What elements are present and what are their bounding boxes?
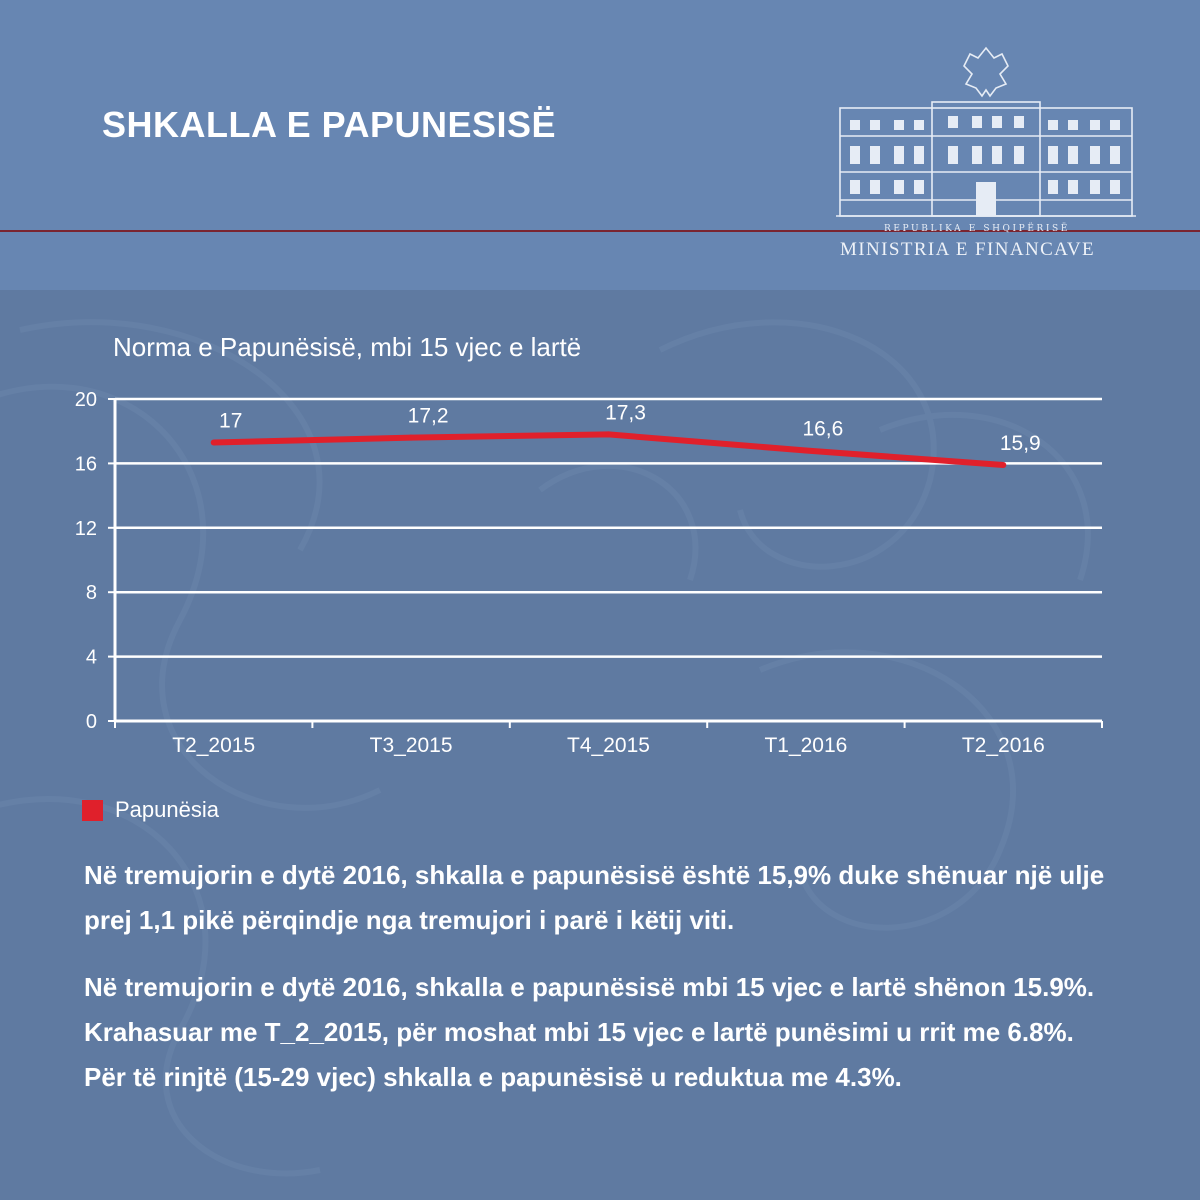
y-tick-label: 16	[74, 453, 97, 476]
data-point	[803, 448, 809, 454]
x-tick-label: T2_2016	[961, 734, 1045, 757]
data-label: 16,6	[802, 417, 844, 441]
logo-name: MINISTRIA E FINANCAVE	[840, 239, 1095, 260]
chart-title: Norma e Papunësisë, mbi 15 vjec e lartë	[113, 332, 582, 362]
data-point	[606, 431, 612, 437]
y-tick-label: 4	[85, 646, 97, 669]
legend-label: Papunësia	[115, 797, 219, 822]
y-tick-label: 12	[74, 517, 97, 540]
data-point	[1000, 462, 1006, 468]
y-tick-label: 0	[85, 711, 97, 733]
summary-paragraph-1: Në tremujorin e dytë 2016, shkalla e papunësisë është 15,9% duke shënuar një ulje prej 1,1 pikë përqindje nga tremujori i parë i këtij viti.	[84, 860, 1105, 935]
legend-swatch	[82, 800, 103, 821]
chart-legend	[82, 796, 219, 824]
x-tick-label: T3_2015	[369, 734, 453, 757]
data-label: 17	[219, 409, 243, 433]
x-tick-label: T4_2015	[567, 734, 650, 757]
data-label: 17,3	[605, 401, 646, 425]
logo-subtitle: REPUBLIKA E SHQIPËRISË	[884, 224, 1070, 234]
summary-paragraph-2: Në tremujorin e dytë 2016, shkalla e papunësisë mbi 15 vjec e lartë shënon 15.9%. Krahasuar me T_2_2015, për moshat mbi 15 vjec e lartë punësimi u rrit me 6.8%. Për të rinjtë (15-29 vjec) shkalla e papunësisë u reduktua me 4.3%.	[84, 972, 1095, 1092]
y-tick-label: 8	[85, 582, 97, 605]
data-point	[408, 435, 414, 441]
data-point	[211, 439, 217, 445]
x-tick-label: T2_2015	[172, 734, 256, 757]
y-tick-label: 20	[74, 389, 97, 411]
page-title: SHKALLA E PAPUNESISË	[102, 104, 557, 145]
data-label: 17,2	[407, 404, 449, 428]
x-tick-label: T1_2016	[764, 734, 848, 757]
series-line	[214, 434, 1004, 465]
data-label: 15,9	[999, 432, 1041, 456]
